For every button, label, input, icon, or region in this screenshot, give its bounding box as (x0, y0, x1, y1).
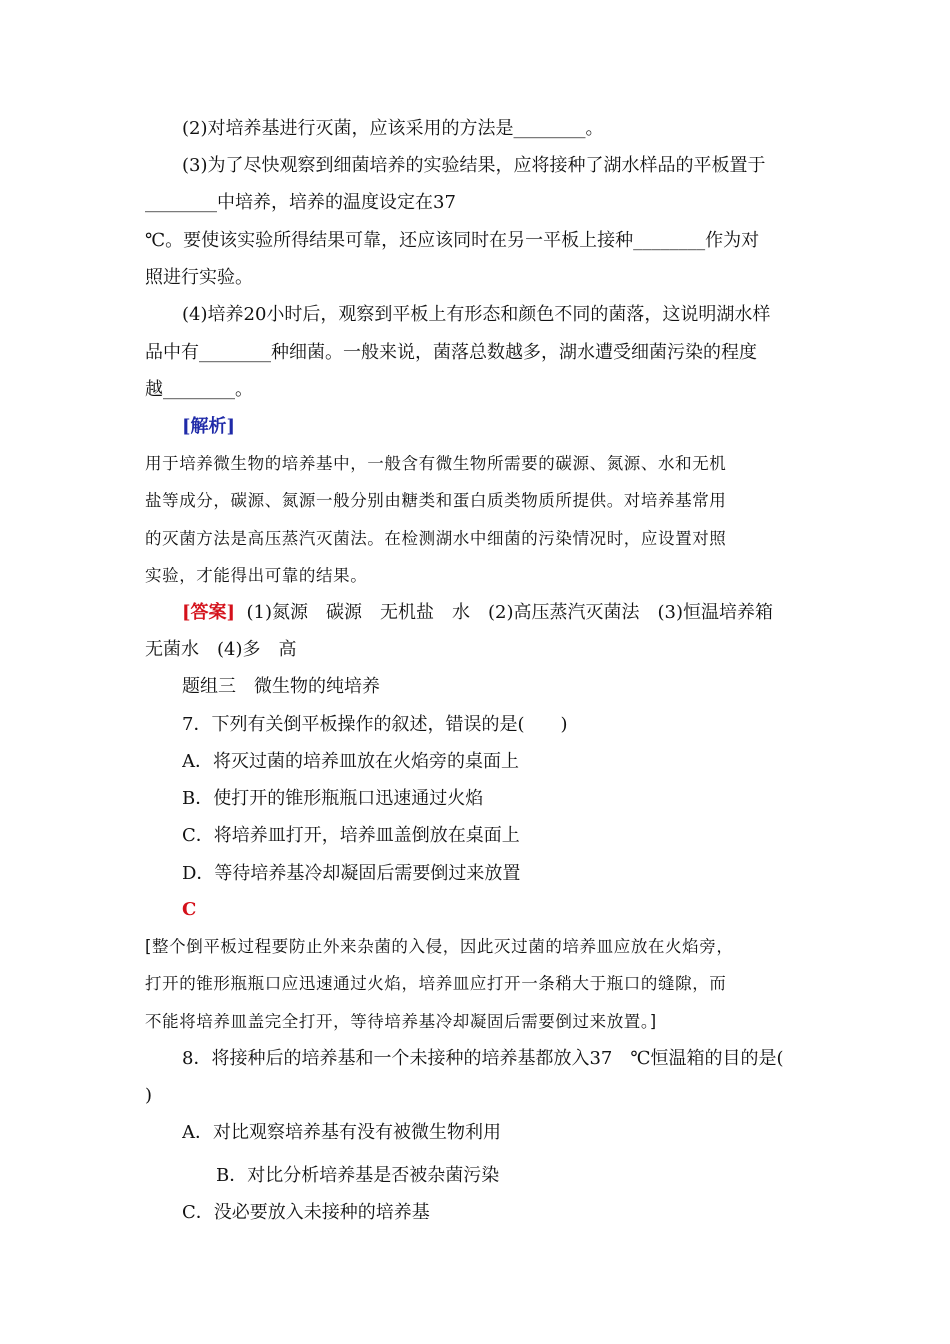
question-3-line-2: ________中培养，培养的温度设定在37 (145, 192, 456, 213)
question-7-option-b: B．使打开的锥形瓶瓶口迅速通过火焰 (182, 788, 484, 809)
question-4-line-1: (4)培养20小时后，观察到平板上有形态和颜色不同的菌落，这说明湖水样 (182, 304, 771, 325)
question-8-line-2: ) (145, 1085, 153, 1106)
question-4-line-2: 品中有________种细菌。一般来说，菌落总数越多，湖水遭受细菌污染的程度 (145, 342, 757, 363)
question-7-option-d: D．等待培养基冷却凝固后需要倒过来放置 (182, 863, 521, 884)
question-7-answer (182, 897, 847, 923)
explanation-line-2: 盐等成分，碳源、氮源一般分别由糖类和蛋白质类物质所提供。对培养基常用 (145, 491, 727, 510)
question-7-option-c: C．将培养皿打开，培养皿盖倒放在桌面上 (182, 825, 520, 846)
question-4-line-3: 越________。 (145, 379, 253, 400)
question-8-option-c: C．没必要放入未接种的培养基 (182, 1202, 430, 1223)
question-3-line-4: 照进行实验。 (145, 267, 253, 288)
question-7-explanation-1: [整个倒平板过程要防止外来杂菌的入侵，因此灭过菌的培养皿应放在火焰旁， (145, 937, 734, 956)
question-7-explanation-2: 打开的锥形瓶瓶口应迅速通过火焰，培养皿应打开一条稍大于瓶口的缝隙，而 (145, 974, 727, 993)
question-8-line-1: 8．将接种后的培养基和一个未接种的培养基都放入37 ℃恒温箱的目的是( (182, 1048, 784, 1069)
question-3-line-3: ℃。要使该实验所得结果可靠，还应该同时在另一平板上接种________作为对 (145, 230, 760, 251)
analysis-tag-label: [解析] (182, 416, 236, 437)
question-3-line-1: (3)为了尽快观察到细菌培养的实验结果，应将接种了湖水样品的平板置于 (182, 155, 766, 176)
analysis-tag (182, 414, 847, 440)
answer-text-1: (1)氮源 碳源 无机盐 水 (2)高压蒸汽灭菌法 (3)恒温培养箱 (246, 602, 773, 623)
answer-line-1 (182, 600, 847, 626)
section-heading-group-3: 题组三 微生物的纯培养 (182, 676, 380, 697)
explanation-line-4: 实验，才能得出可靠的结果。 (145, 566, 368, 585)
question-8-option-b: B．对比分析培养基是否被杂菌污染 (216, 1165, 500, 1186)
question-2: (2)对培养基进行灭菌，应该采用的方法是________。 (182, 118, 604, 139)
question-7: 7．下列有关倒平板操作的叙述，错误的是( ) (182, 714, 568, 735)
explanation-line-1: 用于培养微生物的培养基中，一般含有微生物所需要的碳源、氮源、水和无机 (145, 454, 727, 473)
question-7-explanation-3: 不能将培养皿盖完全打开，等待培养基冷却凝固后需要倒过来放置。] (145, 1012, 657, 1031)
answer-tag: [答案] (182, 602, 236, 623)
question-7-answer-letter: C (182, 899, 197, 920)
question-7-option-a: A．将灭过菌的培养皿放在火焰旁的桌面上 (182, 751, 519, 772)
explanation-line-3: 的灭菌方法是高压蒸汽灭菌法。在检测湖水中细菌的污染情况时，应设置对照 (145, 529, 727, 548)
answer-line-2: 无菌水 (4)多 高 (145, 639, 297, 660)
question-8-option-a: A．对比观察培养基有没有被微生物利用 (182, 1122, 501, 1143)
